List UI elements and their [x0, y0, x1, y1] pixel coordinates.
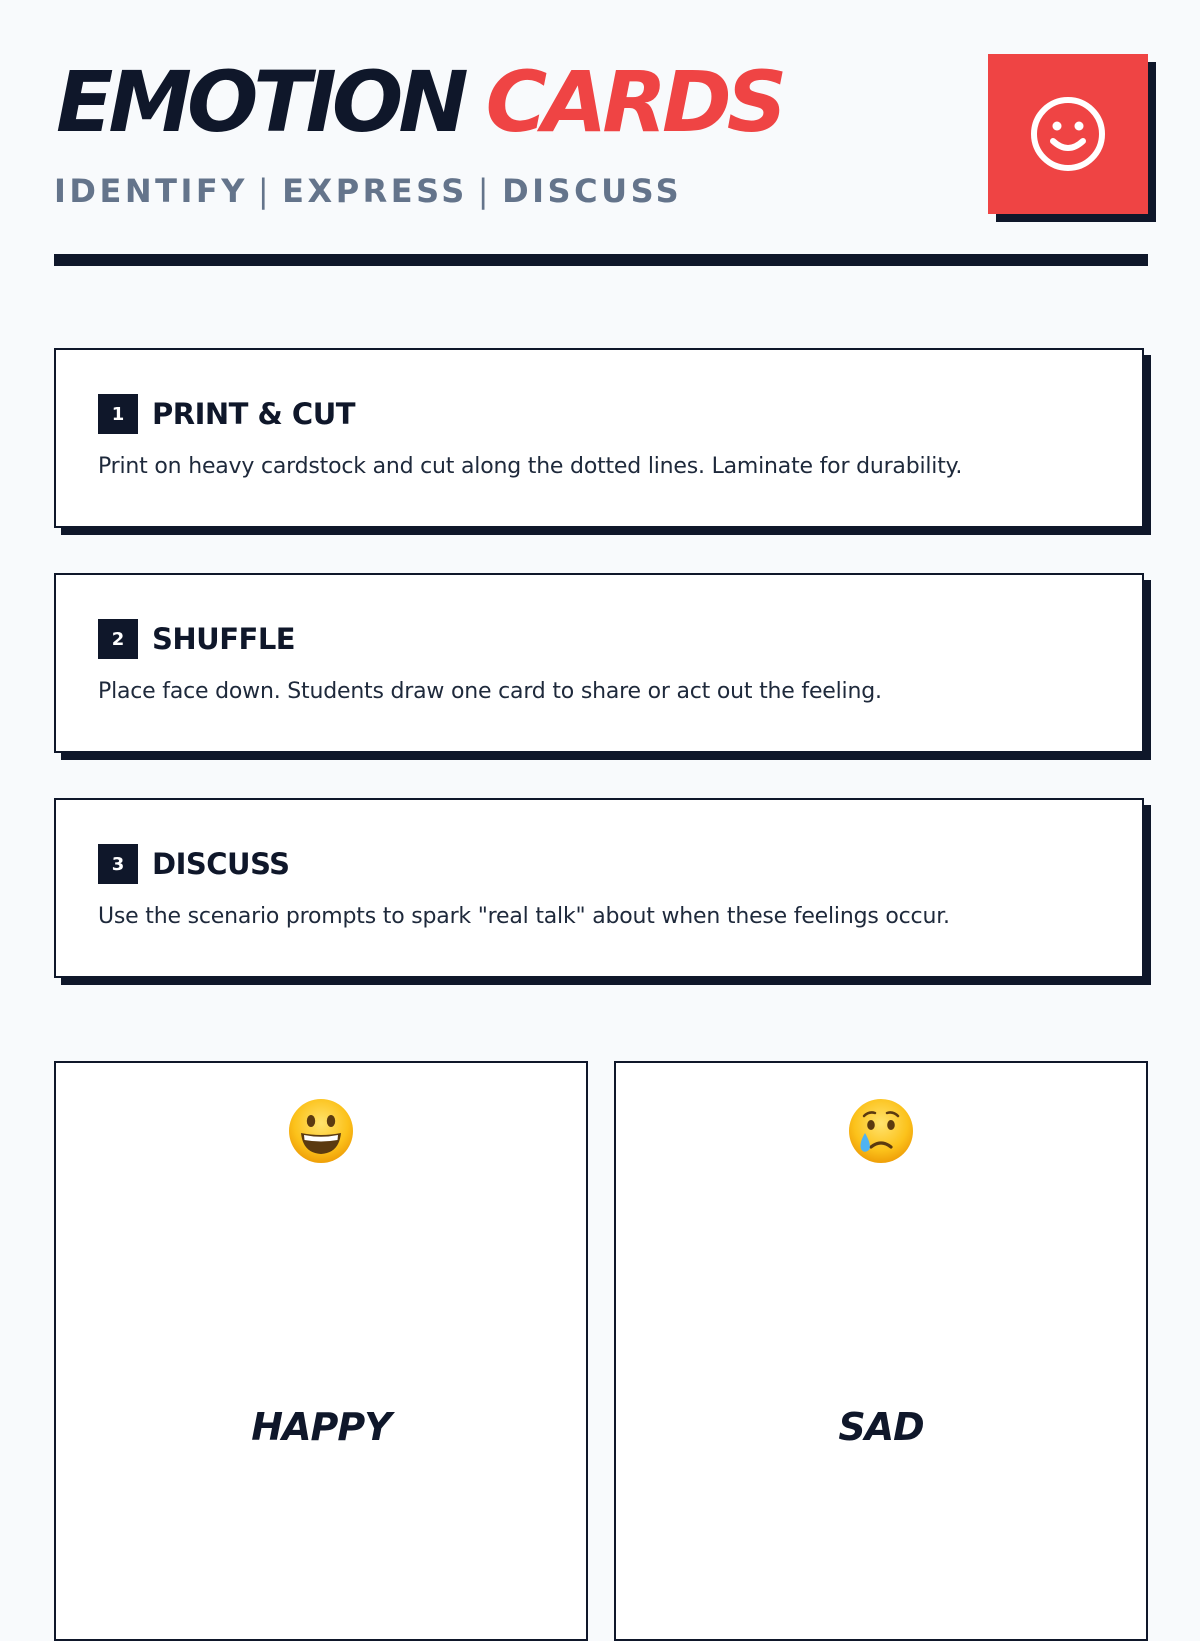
- emotion-label: SAD: [838, 1405, 924, 1449]
- smiley-face-icon: [1029, 95, 1107, 173]
- subtitle-express: EXPRESS: [282, 172, 468, 210]
- step-card-discuss: [54, 798, 1144, 978]
- logo-badge: [988, 54, 1148, 214]
- page-title: [56, 52, 782, 152]
- title-word-cards: CARDS: [485, 53, 783, 151]
- step-header: [98, 619, 295, 659]
- grinning-face-icon: [287, 1097, 355, 1165]
- step-number-badge: 1: [98, 394, 138, 434]
- step-description: Place face down. Students draw one card to share or act out the feeling.: [98, 679, 882, 704]
- step-title: SHUFFLE: [152, 622, 296, 656]
- step-description: Print on heavy cardstock and cut along the dotted lines. Laminate for durability.: [98, 454, 963, 479]
- subtitle-separator: |: [477, 172, 493, 210]
- header-divider: [54, 254, 1148, 266]
- subtitle-discuss: DISCUSS: [502, 172, 683, 210]
- step-header: [98, 844, 290, 884]
- subtitle-identify: IDENTIFY: [54, 172, 248, 210]
- step-number-badge: 3: [98, 844, 138, 884]
- step-card-shuffle: [54, 573, 1144, 753]
- subtitle: [54, 168, 682, 214]
- step-header: [98, 394, 355, 434]
- subtitle-separator: |: [257, 172, 273, 210]
- emotion-card-sad: [614, 1061, 1148, 1641]
- step-description: Use the scenario prompts to spark "real talk" about when these feelings occur.: [98, 904, 950, 929]
- step-number-badge: 2: [98, 619, 138, 659]
- emotion-label: HAPPY: [251, 1405, 391, 1449]
- title-word-emotion: EMOTION: [56, 53, 464, 151]
- step-card-print-cut: [54, 348, 1144, 528]
- emotion-card-happy: [54, 1061, 588, 1641]
- step-title: PRINT & CUT: [152, 397, 356, 431]
- crying-face-icon: [847, 1097, 915, 1165]
- step-title: DISCUSS: [152, 847, 290, 881]
